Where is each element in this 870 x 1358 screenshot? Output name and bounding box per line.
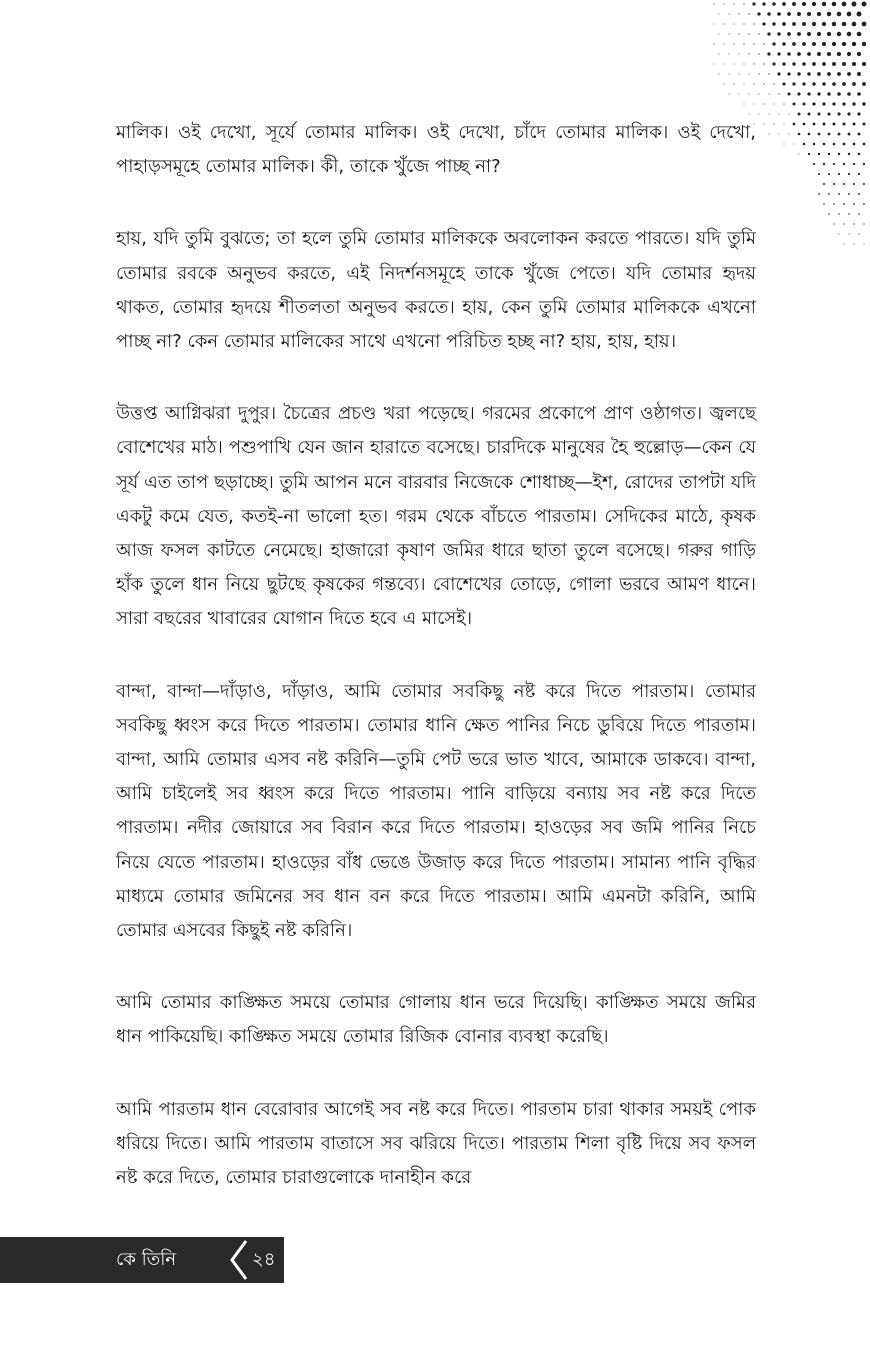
paragraph-3: উত্তপ্ত আগ্নিঝরা দুপুর। চৈত্রের প্রচণ্ড খরা পড়েছে। গরমের প্রকোপে প্রাণ ওষ্ঠাগত। জ্বলছে বোশেখের মাঠ। পশুপাখি যেন জান হারাতে বসেছে। চারদিকে মানুষের হৈ হুল্লোড়—কেন যে সূর্য এত তাপ ছড়াচ্ছে। তুমি আপন মনে বারবার নিজেকে শোধাচ্ছ—ইশ, রোদের তাপটা যদি একটু কমে যেত, কতই-না ভালো হত। গরম থেকে বাঁচতে পারতাম। সেদিকের মাঠে, কৃষক আজ ফসল কাটতে নেমেছে। হাজারো কৃষাণ জমির ধারে ছাতা তুলে বসেছে। গরুর গাড়ি হাঁক তুলে ধান নিয়ে ছুটছে কৃষকের গন্তব্যে। বোশেখের তোড়ে, গোলা ভরবে আমণ ধানে। সারা বছরের খাবারের যোগান দিতে হবে এ মাসেই। bbox=[116, 403, 756, 630]
paragraph-5: আমি তোমার কাঙ্ক্ষিত সময়ে তোমার গোলায় ধান ভরে দিয়েছি। কাঙ্ক্ষিত সময়ে জমির ধান পাকিয়েছি। কাঙ্ক্ষিত সময়ে তোমার রিজিক বোনার ব্যবস্থা করেছি। bbox=[116, 992, 756, 1048]
paragraph-6: আমি পারতাম ধান বেরোবার আগেই সব নষ্ট করে দিতে। পারতাম চারা থাকার সময়ই পোক ধরিয়ে দিতে। আমি পারতাম বাতাসে সব ঝরিয়ে দিতে। পারতাম শিলা বৃষ্টি দিয়ে সব ফসল নষ্ট করে দিতে, তোমার চারাগুলোকে দানাহীন করে bbox=[116, 1098, 756, 1189]
paragraph-2: হায়, যদি তুমি বুঝতে; তা হলে তুমি তোমার মালিককে অবলোকন করতে পারতে। যদি তুমি তোমার রবকে অনুভব করতে, এই নিদর্শনসমূহে তাকে খুঁজে পেতে। যদি তোমার হৃদয় থাকত, তোমার হৃদয়ে শীতলতা অনুভব করতে। হায়, কেন তুমি তোমার মালিককে এখনো পাচ্ছ না? কেন তোমার মালিকের সাথে এখনো পরিচিত হচ্ছ না? হায়, হায়, হায়। bbox=[116, 228, 756, 353]
paragraph-1: মালিক। ওই দেখো, সূর্যে তোমার মালিক। ওই দেখো, চাঁদে তোমার মালিক। ওই দেখো, পাহাড়সমূহে তোমার মালিক। কী, তাকে খুঁজে পাচ্ছ না? bbox=[116, 122, 756, 178]
page-body bbox=[116, 116, 756, 1195]
footer-bar bbox=[0, 1237, 284, 1283]
paragraph-4: বান্দা, বান্দা—দাঁড়াও, দাঁড়াও, আমি তোমার সবকিছু নষ্ট করে দিতে পারতাম। তোমার সবকিছু ধ্বংস করে দিতে পারতাম। তোমার ধানি ক্ষেত পানির নিচে ডুবিয়ে দিতে পারতাম। বান্দা, আমি তোমার এসব নষ্ট করিনি—তুমি পেট ভরে ভাত খাবে, আমাকে ডাকবে। বান্দা, আমি চাইলেই সব ধ্বংস করে দিতে পারতাম। পানি বাড়িয়ে বন্যায় সব নষ্ট করে দিতে পারতাম। নদীর জোয়ারে সব বিরান করে দিতে পারতাম। হাওড়ের সব জমি পানির নিচে নিয়ে যেতে পারতাম। হাওড়ের বাঁধ ভেঙে উজাড় করে দিতে পারতাম। সামান্য পানি বৃদ্ধির মাধ্যমে তোমার জমিনের সব ধান বন করে দিতে পারতাম। আমি এমনটা করিনি, আমি তোমার এসবের কিছুই নষ্ট করিনি। bbox=[116, 680, 756, 942]
book-title: কে তিনি bbox=[116, 1249, 177, 1270]
chevron-left-icon bbox=[226, 1237, 250, 1283]
page-number: ২৪ bbox=[252, 1249, 276, 1270]
